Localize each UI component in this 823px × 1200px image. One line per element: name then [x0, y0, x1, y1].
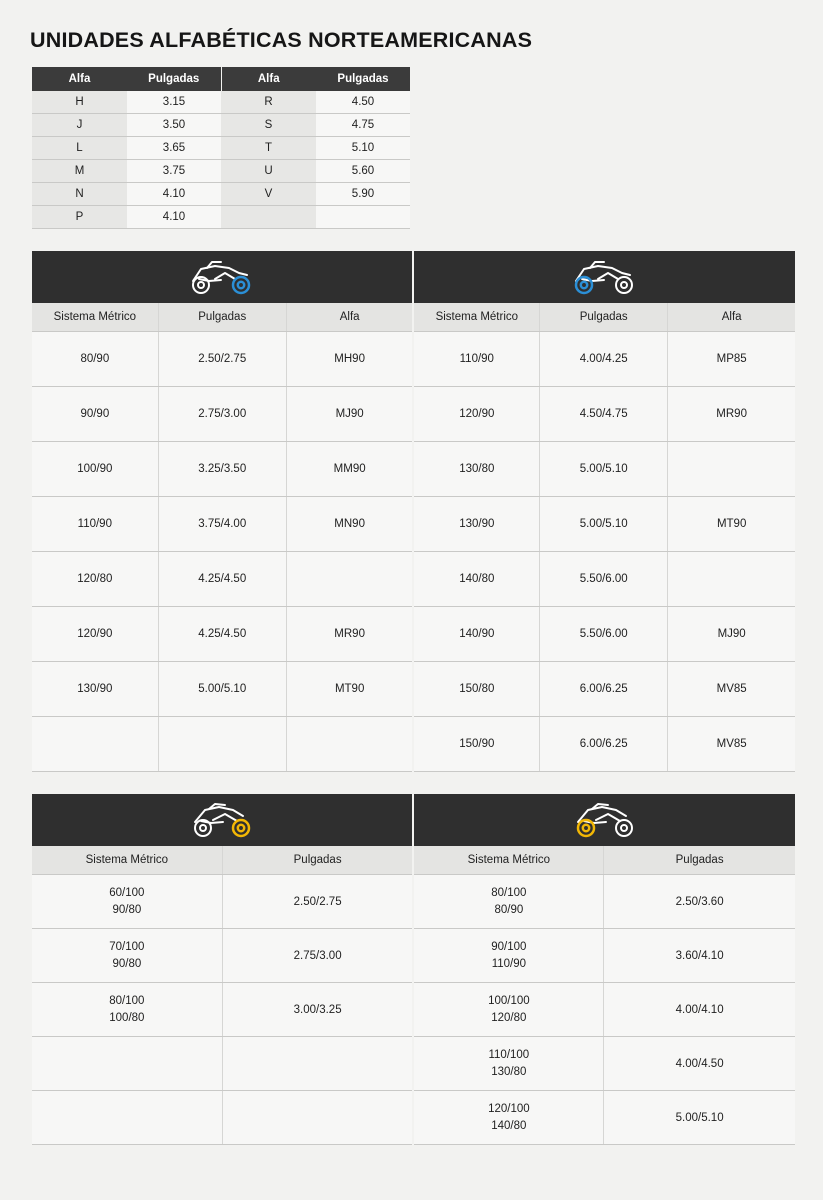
column-header-alfa-left: Alfa: [286, 303, 413, 332]
cell-alfa-left: MM90: [286, 442, 413, 497]
page-title: UNIDADES ALFABÉTICAS NORTEAMERICANAS: [30, 28, 533, 52]
table-row: [32, 552, 795, 607]
cell-metric-left: [32, 983, 222, 1037]
alpha-units-table: [32, 67, 410, 229]
cell-alfa-2: S: [221, 114, 316, 137]
cell-metric-right: [413, 929, 603, 983]
motorcycle-front-wheel-icon: [185, 259, 259, 295]
column-header-alfa-right: Alfa: [668, 303, 795, 332]
cell-alfa-2: [221, 206, 316, 229]
column-header-metric-left: Sistema Métrico: [32, 303, 158, 332]
cell-metric-left-text: 70/100 90/80: [109, 940, 145, 970]
column-header-inches-right: Pulgadas: [604, 846, 795, 875]
cell-alfa-left: MR90: [286, 607, 413, 662]
table-row: [32, 1037, 795, 1091]
offroad-front-wheel-header: [32, 794, 413, 846]
cell-inches-left: 2.50/2.75: [158, 332, 286, 387]
cell-inches-left: 2.75/3.00: [158, 387, 286, 442]
cell-metric-right: 150/90: [413, 717, 539, 772]
cell-alfa-right: MV85: [668, 717, 795, 772]
cell-alfa-1: J: [32, 114, 127, 137]
cell-inches-right: 6.00/6.25: [540, 662, 668, 717]
cell-alfa-right: MT90: [668, 497, 795, 552]
cell-alfa-2: R: [221, 91, 316, 114]
cell-metric-left: [32, 1037, 222, 1091]
cell-inches-right: 5.00/5.10: [540, 497, 668, 552]
cell-pulgadas-1: 4.10: [127, 206, 221, 229]
cell-inches-left: [158, 717, 286, 772]
cell-metric-left: [32, 875, 222, 929]
cell-alfa-1: L: [32, 137, 127, 160]
column-header-metric-right: Sistema Métrico: [413, 303, 539, 332]
table-header-row: [32, 67, 410, 91]
cell-metric-left: 130/90: [32, 662, 158, 717]
cell-inches-left: 3.00/3.25: [222, 983, 413, 1037]
cell-inches-right: 2.50/3.60: [604, 875, 795, 929]
cell-metric-right: 130/90: [413, 497, 539, 552]
cell-alfa-left: MN90: [286, 497, 413, 552]
column-header-row: [32, 846, 795, 875]
cell-pulgadas-2: [316, 206, 410, 229]
cell-metric-left: 100/90: [32, 442, 158, 497]
cell-alfa-2: T: [221, 137, 316, 160]
cell-metric-right: 140/80: [413, 552, 539, 607]
cell-inches-left: 4.25/4.50: [158, 607, 286, 662]
cell-alfa-1: P: [32, 206, 127, 229]
cell-metric-left: [32, 1091, 222, 1145]
cell-alfa-1: N: [32, 183, 127, 206]
cell-inches-left: 3.75/4.00: [158, 497, 286, 552]
offroad-rear-wheel-header: [413, 794, 795, 846]
cell-inches-left: 3.25/3.50: [158, 442, 286, 497]
table-row: [32, 1091, 795, 1145]
column-header-inches-left: Pulgadas: [222, 846, 413, 875]
cell-inches-left: [222, 1091, 413, 1145]
cell-metric-left: [32, 717, 158, 772]
cell-pulgadas-2: 5.60: [316, 160, 410, 183]
motorcycle-rear-wheel-icon: [568, 259, 642, 295]
cell-alfa-right: MR90: [668, 387, 795, 442]
cell-metric-right-text: 90/100 110/90: [491, 940, 527, 970]
icon-header-row: [32, 794, 795, 846]
cell-pulgadas-2: 4.75: [316, 114, 410, 137]
cell-metric-left-text: 80/100 100/80: [109, 994, 145, 1024]
cell-alfa-left: MJ90: [286, 387, 413, 442]
column-header-metric-left: Sistema Métrico: [32, 846, 222, 875]
cell-alfa-left: MH90: [286, 332, 413, 387]
column-header-row: [32, 303, 795, 332]
cell-metric-left: 120/90: [32, 607, 158, 662]
cell-inches-right: 6.00/6.25: [540, 717, 668, 772]
table-row: [32, 607, 795, 662]
cell-inches-left: 2.75/3.00: [222, 929, 413, 983]
cell-metric-right-text: 80/100 80/90: [491, 886, 527, 916]
cell-inches-left: [222, 1037, 413, 1091]
cell-pulgadas-1: 4.10: [127, 183, 221, 206]
table-row: [32, 160, 410, 183]
table-row: [32, 662, 795, 717]
dirtbike-front-wheel-icon: [185, 802, 259, 838]
street-rear-wheel-header: [413, 251, 795, 303]
cell-metric-right-text: 100/100 120/80: [488, 994, 530, 1024]
cell-pulgadas-1: 3.50: [127, 114, 221, 137]
offroad-conversion-block: [30, 794, 793, 1145]
cell-alfa-right: MJ90: [668, 607, 795, 662]
street-conversion-block: [30, 251, 793, 772]
street-conversion-table: [32, 251, 795, 772]
cell-inches-left: 4.25/4.50: [158, 552, 286, 607]
table-row: [32, 387, 795, 442]
offroad-conversion-body: [32, 875, 795, 1145]
cell-metric-right-text: 120/100 140/80: [488, 1102, 530, 1132]
cell-inches-right: 4.50/4.75: [540, 387, 668, 442]
column-header-inches-right: Pulgadas: [540, 303, 668, 332]
column-header-pulgadas-1: Pulgadas: [127, 67, 221, 91]
cell-inches-right: 5.50/6.00: [540, 552, 668, 607]
cell-metric-left-text: 60/100 90/80: [109, 886, 145, 916]
cell-metric-right: 150/80: [413, 662, 539, 717]
cell-alfa-2: V: [221, 183, 316, 206]
cell-metric-left: 90/90: [32, 387, 158, 442]
table-row: [32, 114, 410, 137]
cell-pulgadas-1: 3.75: [127, 160, 221, 183]
table-row: [32, 91, 410, 114]
cell-inches-left: 2.50/2.75: [222, 875, 413, 929]
column-header-pulgadas-2: Pulgadas: [316, 67, 410, 91]
cell-alfa-2: U: [221, 160, 316, 183]
icon-header-row: [32, 251, 795, 303]
column-header-inches-left: Pulgadas: [158, 303, 286, 332]
alpha-units-body: [32, 91, 410, 229]
cell-metric-left: [32, 929, 222, 983]
cell-alfa-left: [286, 552, 413, 607]
cell-metric-right-text: 110/100 130/80: [488, 1048, 530, 1078]
cell-alfa-right: [668, 552, 795, 607]
table-row: [32, 332, 795, 387]
cell-metric-right: [413, 1091, 603, 1145]
table-row: [32, 183, 410, 206]
cell-alfa-1: M: [32, 160, 127, 183]
offroad-conversion-table: [32, 794, 795, 1145]
table-row: [32, 717, 795, 772]
table-row: [32, 206, 410, 229]
cell-inches-right: 4.00/4.10: [604, 983, 795, 1037]
table-row: [32, 929, 795, 983]
cell-alfa-right: [668, 442, 795, 497]
cell-metric-right: [413, 875, 603, 929]
table-row: [32, 137, 410, 160]
cell-inches-right: 4.00/4.50: [604, 1037, 795, 1091]
cell-inches-right: 3.60/4.10: [604, 929, 795, 983]
cell-pulgadas-2: 5.10: [316, 137, 410, 160]
street-front-wheel-header: [32, 251, 413, 303]
cell-inches-right: 4.00/4.25: [540, 332, 668, 387]
cell-metric-left: 110/90: [32, 497, 158, 552]
dirtbike-rear-wheel-icon: [568, 802, 642, 838]
table-row: [32, 875, 795, 929]
cell-metric-right: 120/90: [413, 387, 539, 442]
column-header-alfa-1: Alfa: [32, 67, 127, 91]
street-conversion-body: [32, 332, 795, 772]
cell-metric-left: 80/90: [32, 332, 158, 387]
cell-pulgadas-1: 3.15: [127, 91, 221, 114]
column-header-metric-right: Sistema Métrico: [413, 846, 603, 875]
cell-inches-right: 5.00/5.10: [604, 1091, 795, 1145]
column-header-alfa-2: Alfa: [221, 67, 316, 91]
cell-metric-right: 140/90: [413, 607, 539, 662]
cell-alfa-right: MP85: [668, 332, 795, 387]
cell-alfa-left: MT90: [286, 662, 413, 717]
cell-pulgadas-1: 3.65: [127, 137, 221, 160]
cell-metric-right: [413, 983, 603, 1037]
cell-metric-right: 130/80: [413, 442, 539, 497]
cell-inches-left: 5.00/5.10: [158, 662, 286, 717]
table-row: [32, 497, 795, 552]
cell-metric-right: [413, 1037, 603, 1091]
cell-alfa-1: H: [32, 91, 127, 114]
cell-inches-right: 5.00/5.10: [540, 442, 668, 497]
cell-metric-left: 120/80: [32, 552, 158, 607]
cell-pulgadas-2: 5.90: [316, 183, 410, 206]
cell-metric-right: 110/90: [413, 332, 539, 387]
cell-inches-right: 5.50/6.00: [540, 607, 668, 662]
table-row: [32, 442, 795, 497]
table-row: [32, 983, 795, 1037]
cell-alfa-left: [286, 717, 413, 772]
cell-pulgadas-2: 4.50: [316, 91, 410, 114]
cell-alfa-right: MV85: [668, 662, 795, 717]
